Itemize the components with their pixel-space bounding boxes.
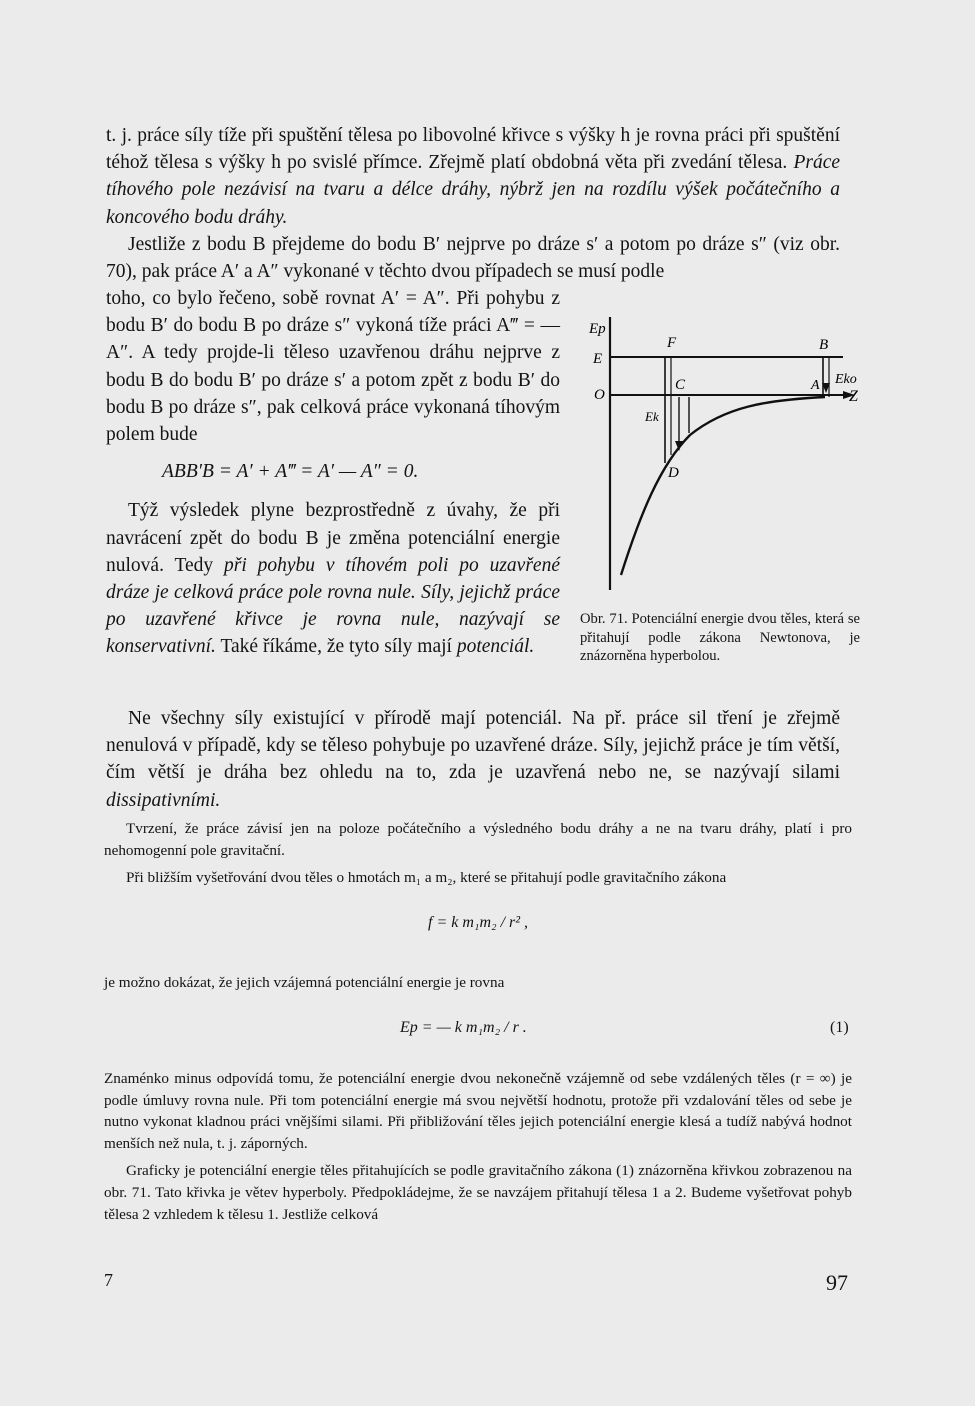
paragraph-1 — [106, 122, 840, 231]
small-text-block-3 — [104, 1068, 852, 1225]
small-paragraph-4: Znaménko minus odpovídá tomu, že potenciální energie dvou nekonečně vzájemně od sebe vzdálených těles (r = ∞) je podle úmluvy rovna nule. Při tom potenciální energie má svou největší hodnotu, protože při vzdalování těles od sebe je nutno vykonat kladnou práci vnějšími silami. Při přibližování těles jejich potenciální energie klesá a tudíž nabývá hodnot menších než nula, t. j. záporných. — [104, 1070, 852, 1152]
paragraph-2: Jestliže z bodu B přejdeme do bodu B′ nejprve po dráze s′ a potom po dráze s″ (viz obr. 70), pak práce A′ a A″ vykonané v těchto dvou případech se musí podle — [106, 233, 840, 283]
equation-number: (1) — [830, 1019, 849, 1036]
paragraph-4-plain: Ne všechny síly existující v přírodě mají potenciál. Na př. práce sil tření je zřejmě nenulová v případě, kdy se těleso pohybuje po uzavřené dráze. Síly, jejichž práce je tím větší, čím větší je dráha bez ohledu na to, zda je uzavřená nebo ne, se nazývají silami — [106, 708, 840, 784]
paragraph-3 — [106, 497, 560, 660]
equation-potential-energy: Ep = — k m₁m₂ / r . — [400, 1019, 527, 1036]
small-text-block-2 — [104, 972, 852, 994]
page-number: 97 — [826, 1270, 848, 1295]
small-paragraph-3: je možno dokázat, že jejich vzájemná potenciální energie je rovna — [104, 974, 505, 991]
label-eko: Eko — [835, 372, 857, 387]
small-paragraph-2: Při bližším vyšetřování dvou těles o hmotách m₁ a m₂, které se přitahují podle gravitačního zákona — [126, 869, 727, 887]
label-d: D — [668, 465, 679, 481]
label-ep: Ep — [589, 321, 606, 337]
paragraph-3-plain-2: Také říkáme, že tyto síly mají — [215, 636, 457, 658]
label-a: A — [811, 378, 820, 393]
paragraph-1-plain: t. j. práce síly tíže při spuštění tělesa po libovolné křivce s výšky h je rovna práci při spuštění téhož tělesa s výšky h po svislé přímce. Zřejmě platí obdobná věta při zvedání tělesa. — [106, 125, 840, 174]
paragraph-2-continued: toho, co bylo řečeno, sobě rovnat A′ = A″. Při pohybu z bodu B′ do bodu B po dráze s″ vykoná tíže práci A‴ = — A″. A tedy projde-li těleso uzavřenou dráhu nejprve z bodu B do bodu B′ po dráze s′ a potom zpět z bodu B′ do bodu B po dráze s″, pak celková práce vykonaná tíhovým polem bude — [106, 288, 560, 446]
paragraph-3-plain: Týž výsledek plyne bezprostředně z úvahy, že při navrácení zpět do bodu B je změna potenciální energie nulová. Tedy — [106, 500, 560, 576]
closed-path-work-formula: ABB′B = A′ + A‴ = A′ — A″ = 0. — [162, 461, 419, 483]
figure-71-caption: Obr. 71. Potenciální energie dvou těles, která se přitahují podle zákona Newtonova, je znázorněna hyperbolou. — [580, 611, 860, 664]
narrow-text-block — [106, 285, 560, 661]
paragraph-1-italic: Práce tíhového pole nezávisí na tvaru a délce dráhy, nýbrž jen na rozdílu výšek počátečního a koncového bodu dráhy. — [106, 152, 840, 228]
small-paragraph-1: Tvrzení, že práce závisí jen na poloze počátečního a výsledného bodu dráhy a ne na tvaru dráhy, platí i pro nehomogenní pole gravitační. — [104, 820, 852, 859]
label-b: B — [819, 337, 829, 353]
small-text-block-1 — [104, 818, 852, 889]
paragraph-3-italic-2: potenciál. — [456, 636, 535, 658]
figure-71-potential-energy — [585, 305, 875, 605]
label-e: E — [593, 351, 603, 367]
equation-gravitational-force: f = k m₁m₂ / r² , — [428, 914, 529, 931]
paragraph-4-italic: dissipativními. — [106, 789, 221, 811]
label-o: O — [594, 387, 605, 403]
label-ek: Ek — [645, 409, 659, 424]
signature-mark: 7 — [104, 1270, 113, 1290]
label-z: Z — [849, 388, 858, 405]
wide-text-block — [106, 705, 840, 814]
small-paragraph-5: Graficky je potenciální energie těles přitahujících se podle gravitačního zákona (1) znázorněna křivkou zobrazenou na obr. 71. Tato křivka je větev hyperboly. Předpokládejme, že se navzájem přitahují tělesa 1 a 2. Budeme vyšetřovat pohyb tělesa 2 vzhledem k tělesu 1. Jestliže celková — [104, 1162, 852, 1223]
label-c: C — [675, 377, 686, 393]
paragraph-3-italic: při pohybu v tíhovém poli po uzavřené dráze je celková práce pole rovna nule. Síly, jejichž práce po uzavřené křivce je rovna nule, nazývají se konservativní. — [106, 554, 560, 658]
paragraph-4 — [106, 705, 840, 814]
top-text-block — [106, 122, 840, 285]
label-f: F — [667, 335, 677, 351]
